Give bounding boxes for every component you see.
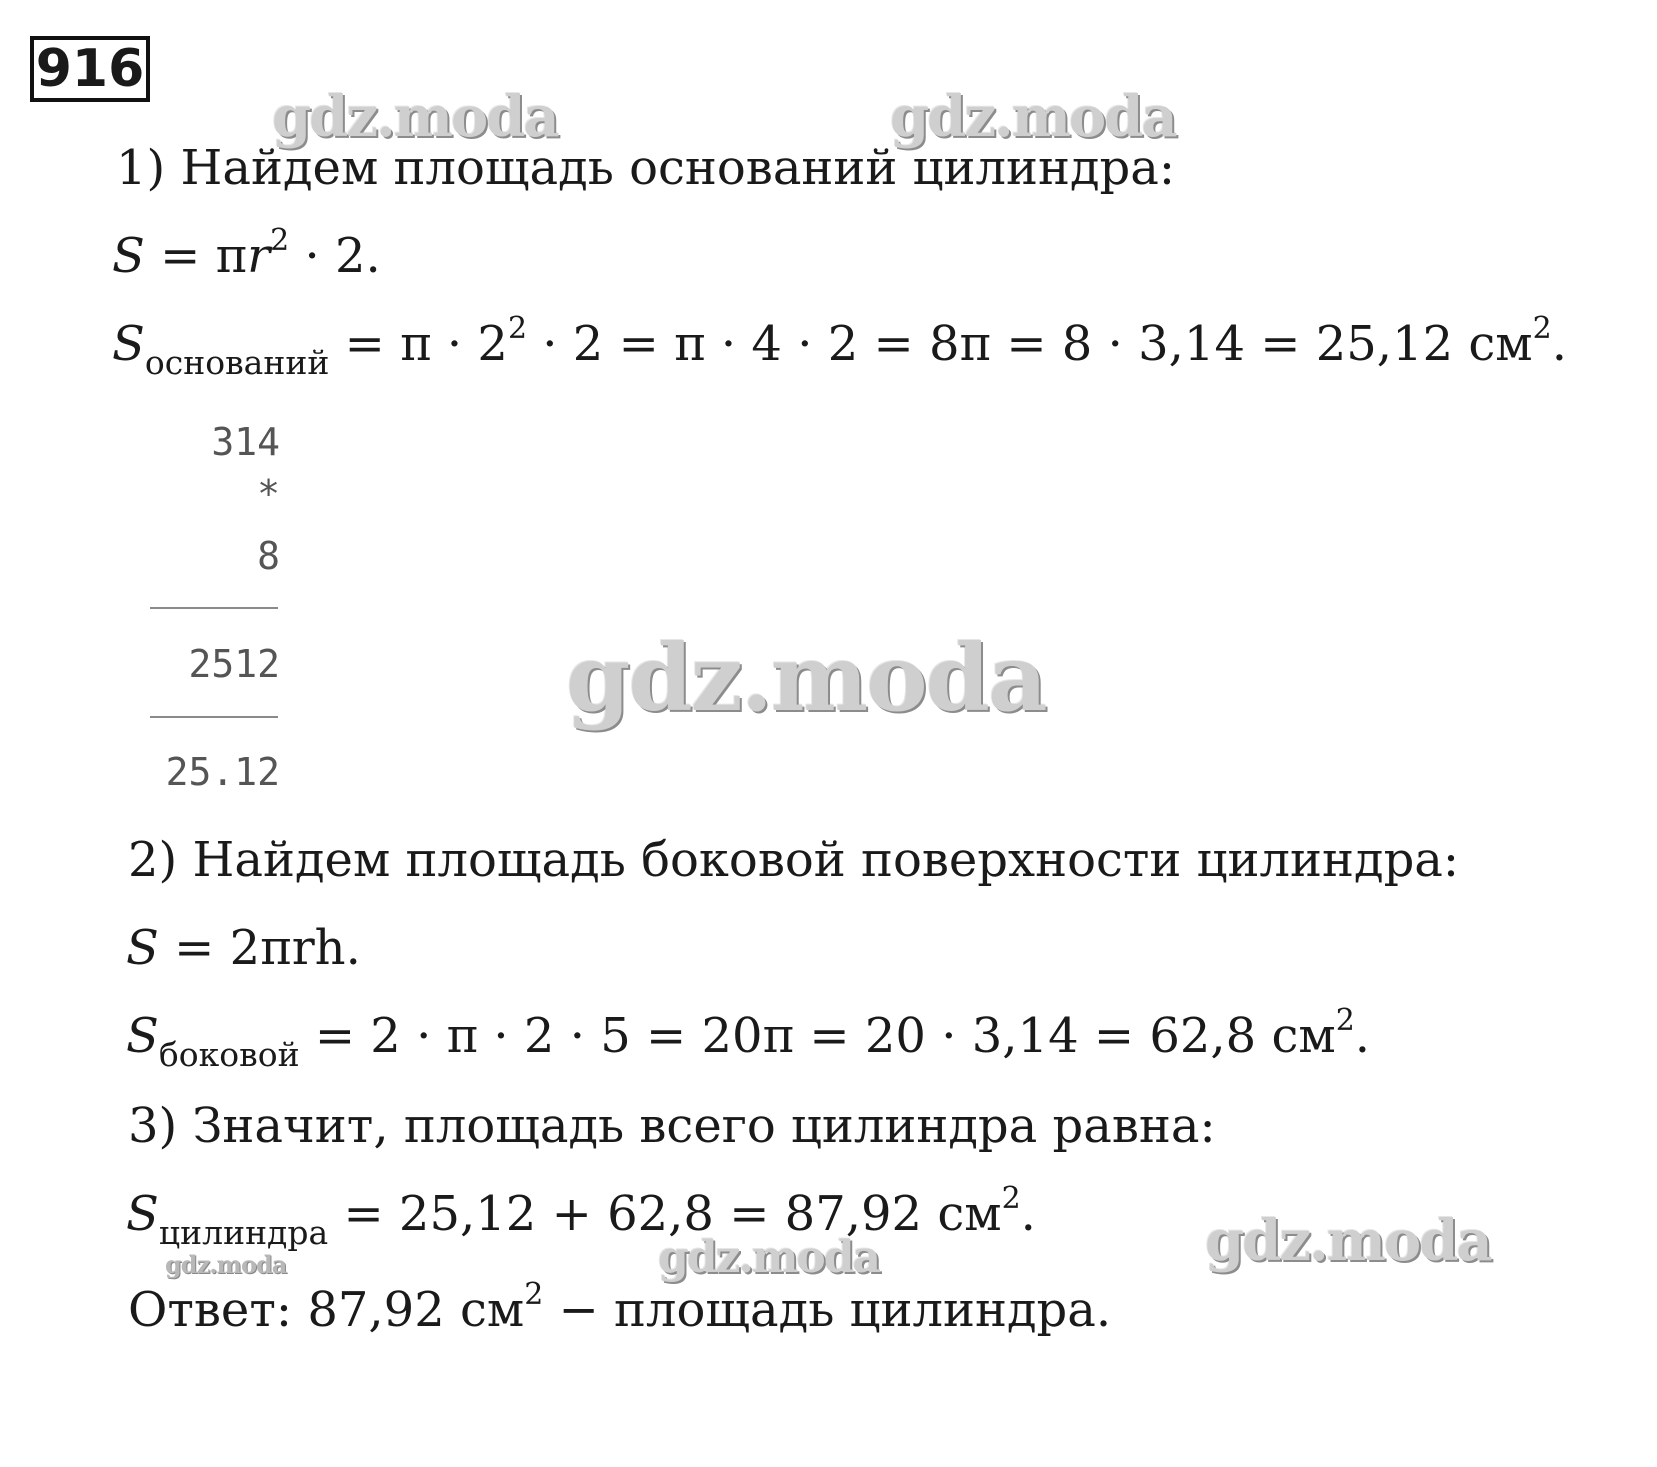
watermark: gdz.moda bbox=[566, 624, 1046, 732]
answer-text: − площадь цилиндра. bbox=[543, 1282, 1112, 1338]
step2-calculation bbox=[126, 1003, 1371, 1074]
step2-formula bbox=[126, 918, 361, 978]
watermark: gdz.moda bbox=[1205, 1208, 1491, 1274]
step1-calculation bbox=[112, 311, 1567, 382]
step3-calculation bbox=[126, 1181, 1036, 1252]
subscript: боковой bbox=[158, 1035, 300, 1074]
mult-operator: * bbox=[257, 472, 280, 516]
exponent: 2 bbox=[1335, 1003, 1355, 1038]
formula-symbol: S bbox=[112, 316, 145, 372]
watermark: gdz.moda bbox=[658, 1232, 880, 1283]
mult-operand-b: 8 bbox=[257, 534, 280, 578]
formula-part: . bbox=[1551, 316, 1567, 372]
exponent: 2 bbox=[1001, 1181, 1021, 1216]
formula-part: = π bbox=[144, 228, 248, 284]
task-number: 916 bbox=[30, 36, 150, 102]
mult-divider bbox=[150, 716, 278, 718]
subscript: цилиндра bbox=[158, 1213, 329, 1252]
answer-text: Ответ: 87,92 см bbox=[128, 1282, 525, 1338]
exponent: 2 bbox=[524, 1277, 544, 1312]
mult-result: 25.12 bbox=[165, 750, 280, 794]
formula-symbol: S bbox=[126, 1008, 159, 1064]
exponent: 2 bbox=[507, 311, 528, 346]
step1-heading: 1) Найдем площадь оснований цилиндра: bbox=[116, 140, 1176, 196]
formula-part: = 2πrh. bbox=[158, 920, 361, 976]
mult-operand-a: 314 bbox=[211, 420, 280, 464]
watermark: gdz.moda bbox=[890, 84, 1176, 150]
formula-part: = π · 2 bbox=[329, 316, 508, 372]
watermark: gdz.moda bbox=[165, 1250, 287, 1279]
formula-part: = 25,12 + 62,8 = 87,92 см bbox=[328, 1186, 1002, 1242]
mult-product: 2512 bbox=[188, 642, 280, 686]
formula-part: . bbox=[1020, 1186, 1036, 1242]
formula-symbol: S bbox=[126, 920, 159, 976]
formula-symbol: S bbox=[126, 1186, 159, 1242]
mult-divider bbox=[150, 607, 278, 609]
formula-part: . bbox=[1354, 1008, 1371, 1064]
formula-part: = 2 · π · 2 · 5 = 20π = 20 · 3,14 = 62,8 см bbox=[299, 1008, 1336, 1064]
formula-symbol: r bbox=[247, 228, 271, 284]
step1-formula bbox=[112, 223, 381, 293]
formula-part: · 2 = π · 4 · 2 = 8π = 8 · 3,14 = 25,12 см bbox=[527, 316, 1533, 372]
subscript: оснований bbox=[144, 343, 330, 382]
step3-heading: 3) Значит, площадь всего цилиндра равна: bbox=[128, 1098, 1216, 1154]
exponent: 2 bbox=[1532, 311, 1552, 346]
answer-line bbox=[128, 1277, 1112, 1347]
exponent: 2 bbox=[270, 223, 290, 258]
step2-heading: 2) Найдем площадь боковой поверхности цилиндра: bbox=[128, 832, 1460, 888]
formula-symbol: S bbox=[112, 228, 145, 284]
formula-part: · 2. bbox=[289, 228, 381, 284]
watermark: gdz.moda bbox=[272, 84, 558, 150]
